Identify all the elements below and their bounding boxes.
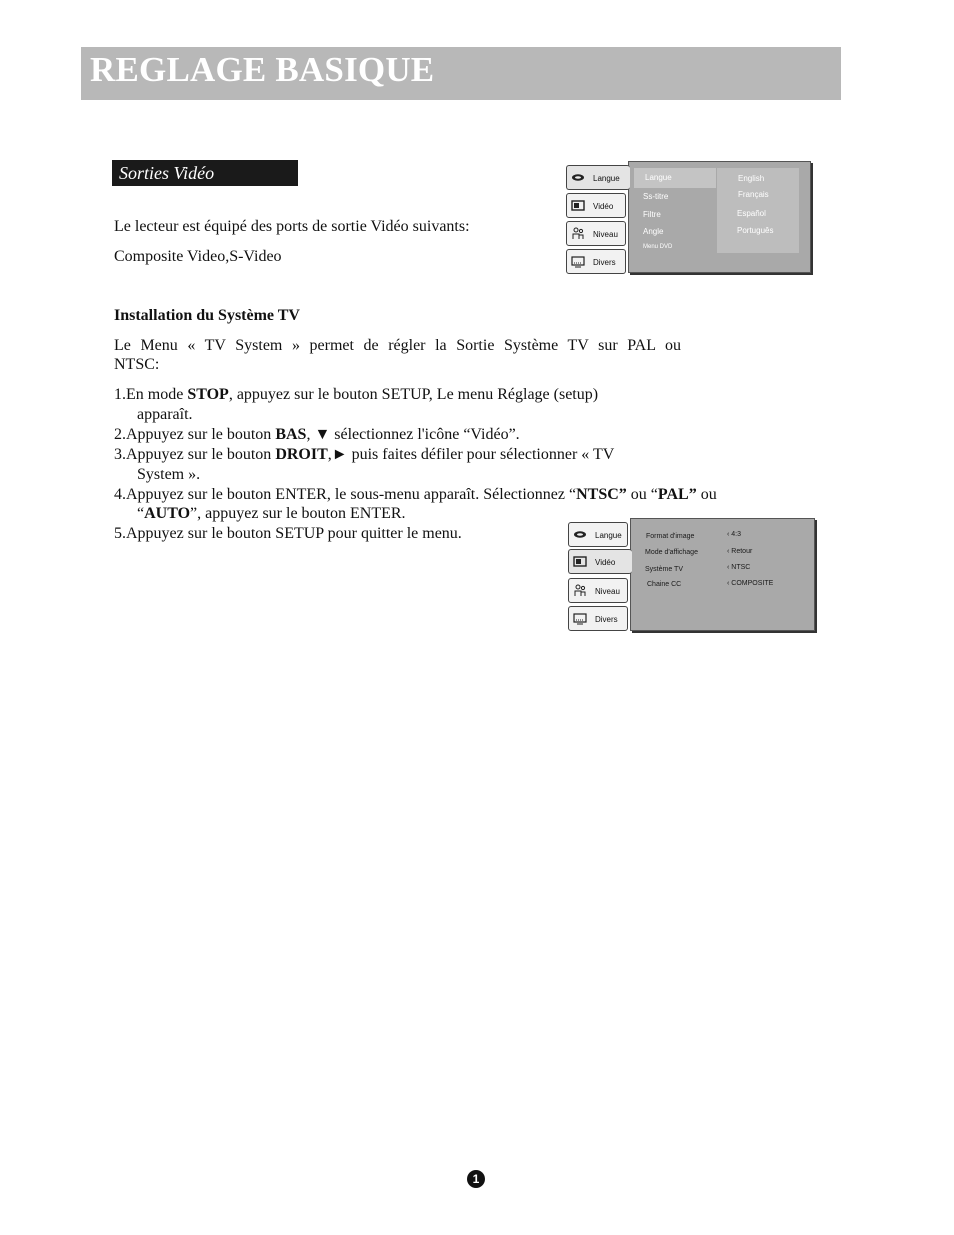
install-heading: Installation du Système TV: [114, 307, 300, 324]
tab-niveau: Niveau: [568, 578, 628, 603]
family-icon: [571, 227, 585, 240]
menu-item-menu-dvd: Menu DVD: [643, 244, 673, 250]
step-5: 5.Appuyez sur le bouton SETUP pour quitter le menu.: [114, 525, 462, 542]
step-4: 4.Appuyez sur le bouton ENTER, le sous-menu apparaît. Sélectionnez “NTSC” ou “PAL” ou: [114, 486, 717, 503]
row-format-image-value: ‹ 4:3: [727, 531, 742, 538]
page-title: REGLAGE BASIQUE: [90, 50, 435, 89]
menu-item-filtre: Filtre: [643, 210, 661, 219]
row-systeme-tv-label: Système TV: [645, 566, 683, 573]
step-1: 1.En mode STOP, appuyez sur le bouton SETUP, Le menu Réglage (setup): [114, 386, 599, 403]
row-format-image-label: Format d'image: [646, 533, 695, 540]
speaker-lips-icon: [573, 528, 587, 541]
family-icon: [573, 584, 587, 597]
intro-line-1: Le lecteur est équipé des ports de sortie Vidéo suivants:: [114, 218, 470, 235]
step-3-cont: System ».: [137, 466, 201, 483]
row-mode-affichage-label: Mode d'affichage: [645, 549, 698, 556]
screen-icon: [573, 612, 587, 625]
option-francais: Français: [738, 190, 769, 199]
tab-divers: Divers: [566, 249, 626, 274]
row-chaine-cc-value: ‹ COMPOSITE: [727, 580, 774, 587]
tab-divers: Divers: [568, 606, 628, 631]
tab-niveau: Niveau: [566, 221, 626, 246]
row-systeme-tv-value: ‹ NTSC: [727, 564, 751, 571]
install-para-line-2: NTSC:: [114, 356, 160, 373]
section-title: Sorties Vidéo: [112, 160, 298, 186]
row-chaine-cc-label: Chaine CC: [647, 581, 682, 588]
tab-langue: Langue: [566, 165, 630, 190]
speaker-lips-icon: [571, 171, 585, 184]
monitor-icon: [573, 555, 587, 568]
menu-item-angle: Angle: [643, 227, 664, 236]
step-3: 3.Appuyez sur le bouton DROIT,► puis faites défiler pour sélectionner « TV: [114, 446, 615, 463]
header-banner: [81, 47, 841, 100]
option-portugues: Português: [737, 226, 774, 235]
intro-line-2: Composite Video,S-Video: [114, 248, 282, 265]
option-espanol: Español: [737, 209, 766, 218]
menu-panel: [628, 161, 811, 273]
menu-item-langue: Langue: [645, 173, 672, 182]
step-1-cont: apparaît.: [137, 406, 193, 423]
menu-item-ss-titre: Ss-titre: [643, 192, 669, 201]
setup-menu-language-screenshot: [566, 161, 814, 276]
monitor-icon: [571, 199, 585, 212]
tab-video: Vidéo: [566, 193, 626, 218]
tab-video: Vidéo: [568, 549, 632, 574]
install-para-line-1: Le Menu « TV System » permet de régler la Sortie Système TV sur PAL ou: [114, 337, 681, 354]
step-4-cont: “AUTO”, appuyez sur le bouton ENTER.: [137, 505, 406, 522]
screen-icon: [571, 255, 585, 268]
step-2: 2.Appuyez sur le bouton BAS, ▼ sélectionnez l'icône “Vidéo”.: [114, 426, 520, 443]
tab-langue: Langue: [568, 522, 628, 547]
row-mode-affichage-value: ‹ Retour: [727, 548, 753, 555]
setup-menu-video-screenshot: [568, 518, 816, 634]
option-english: English: [738, 174, 765, 183]
page-number: 1: [467, 1170, 485, 1188]
menu-panel: [630, 518, 815, 631]
